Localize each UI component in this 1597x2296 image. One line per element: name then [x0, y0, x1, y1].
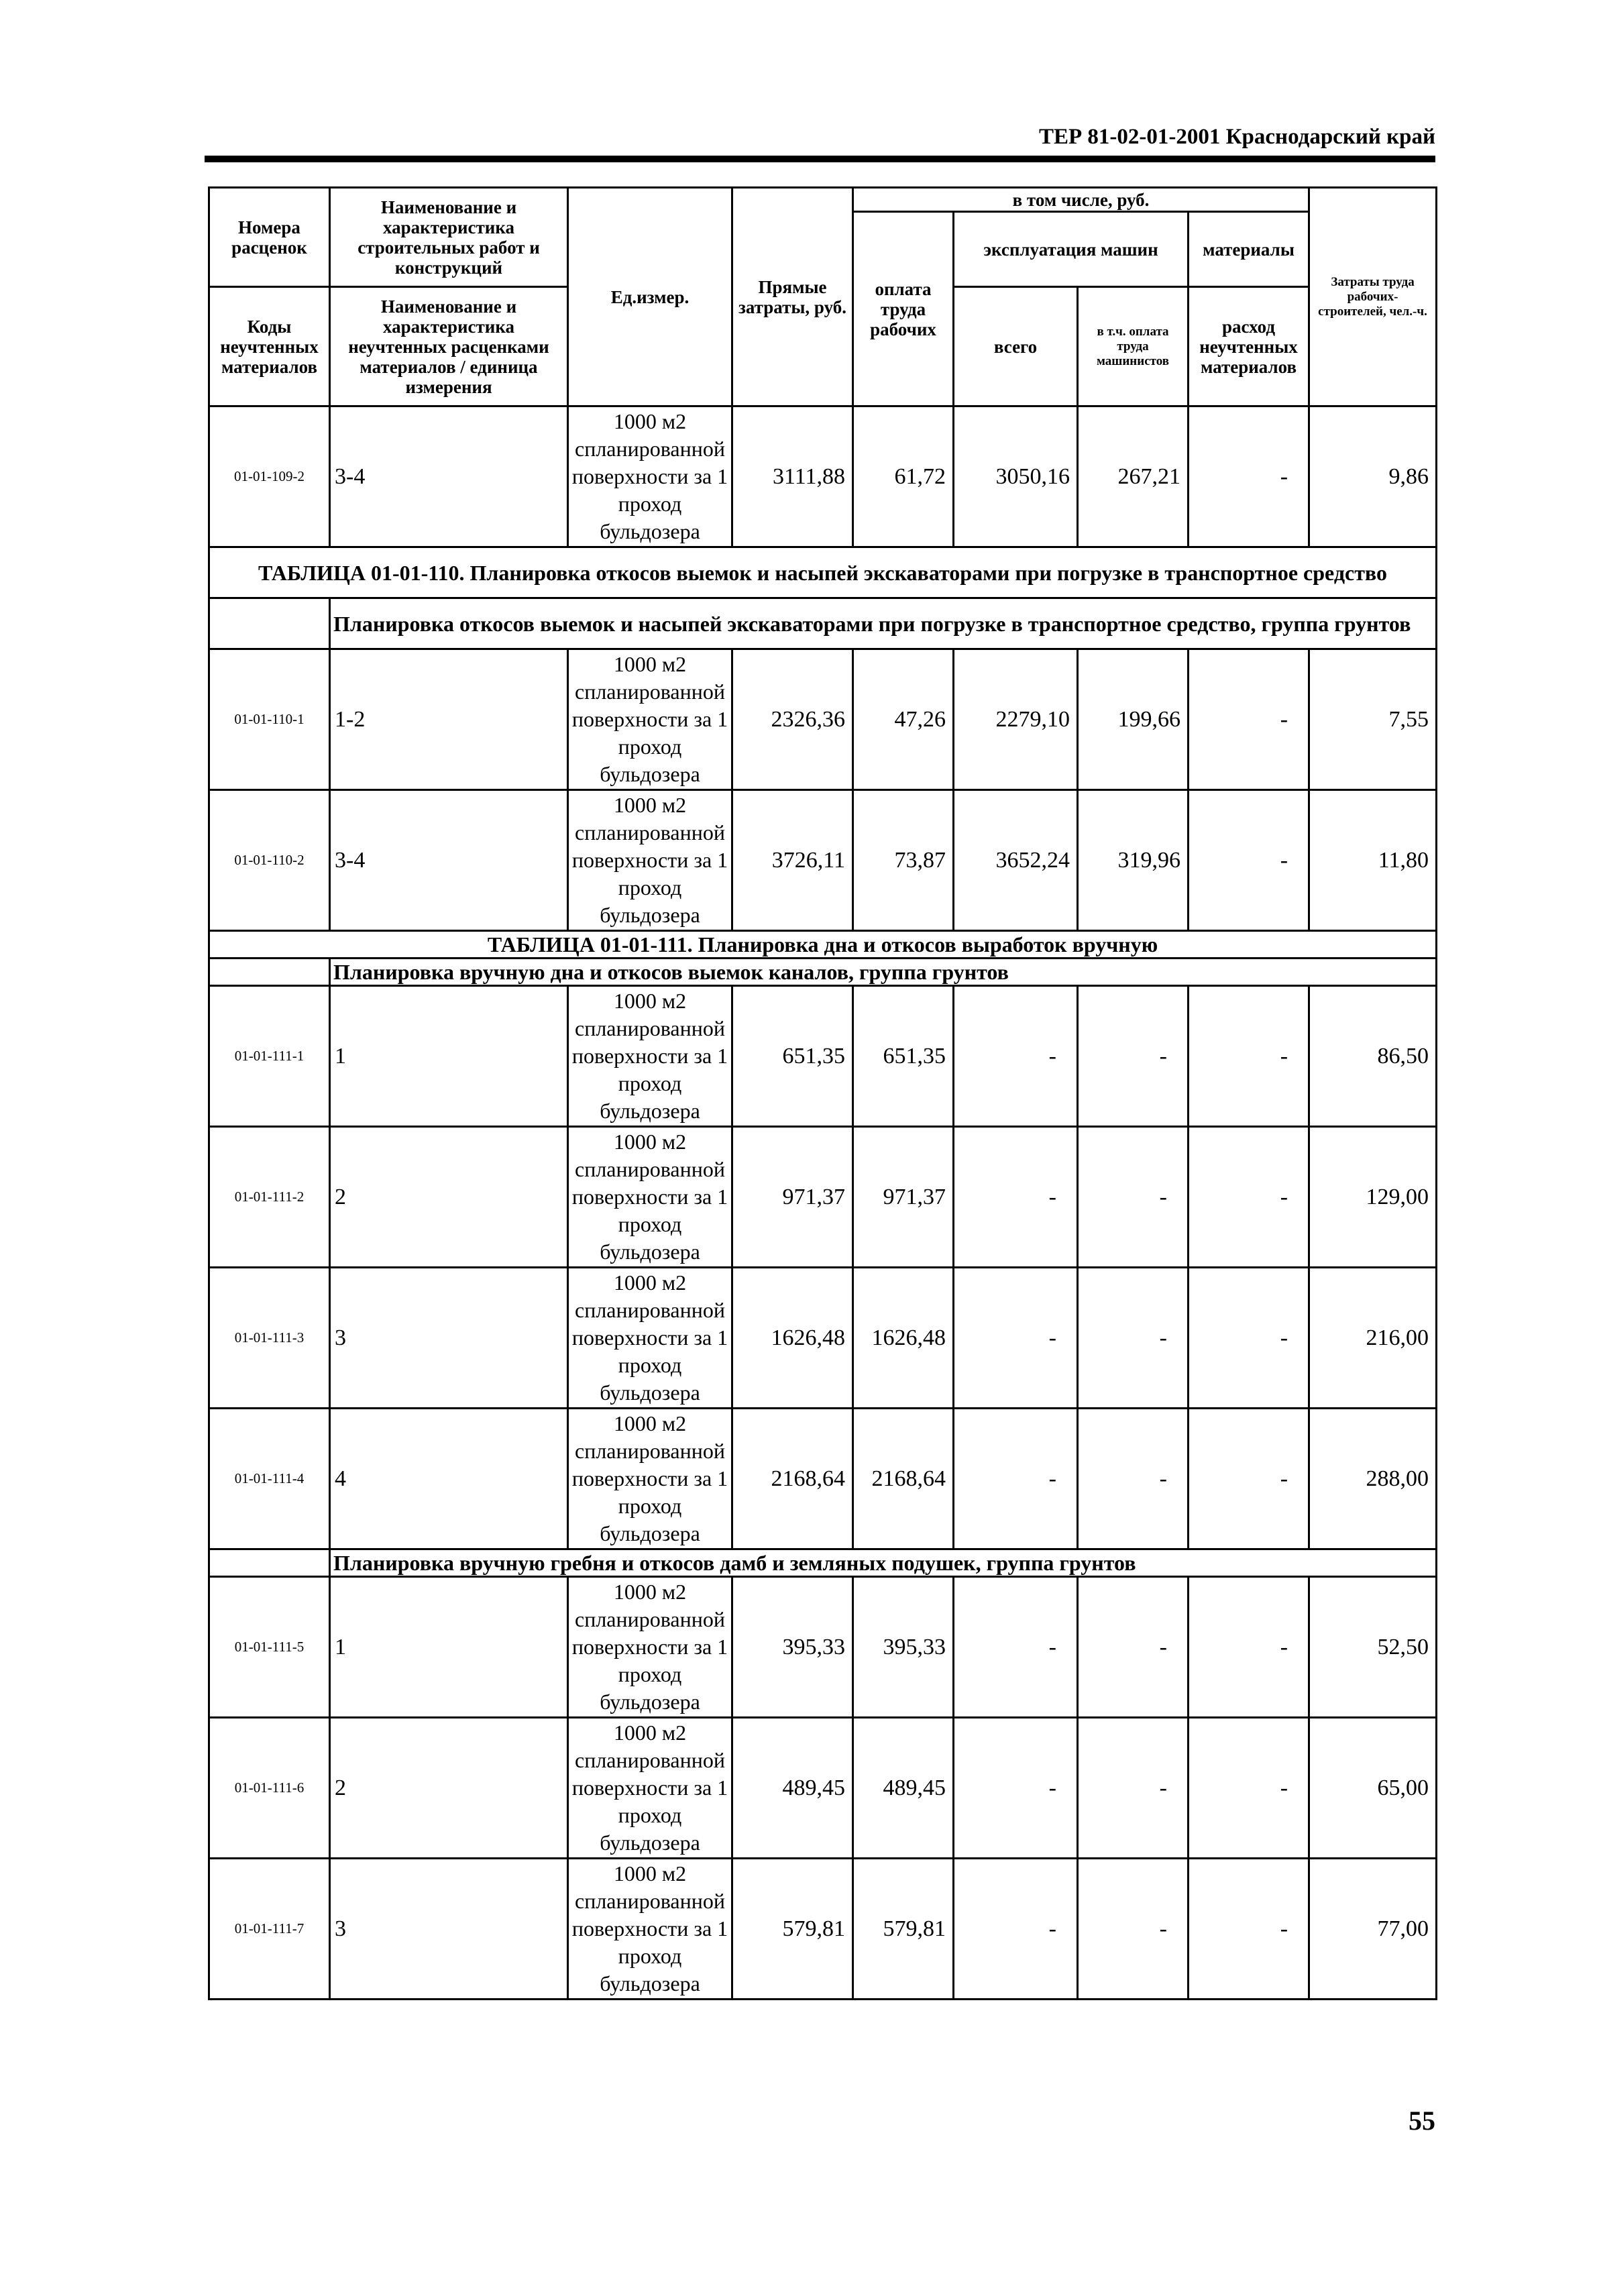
rate-unit: 1000 м2 спланированной поверхности за 1 проход бульдозера — [568, 1718, 732, 1859]
labor-pay: 579,81 — [853, 1859, 954, 2000]
header-code-bottom: Коды неучтенных материалов — [209, 287, 330, 406]
table-row — [209, 406, 1437, 547]
header-labor-cost: Затраты труда рабочих-строителей, чел.-ч. — [1309, 188, 1437, 406]
materials: - — [1189, 649, 1309, 790]
labor-pay: 489,45 — [853, 1718, 954, 1859]
machines-total: 3652,24 — [954, 790, 1078, 931]
group-111a-row — [209, 959, 1437, 986]
machines-operators: - — [1078, 1718, 1189, 1859]
machines-total: - — [954, 1409, 1078, 1549]
machines-operators: 319,96 — [1078, 790, 1189, 931]
direct-cost: 1626,48 — [732, 1268, 853, 1409]
direct-cost: 489,45 — [732, 1718, 853, 1859]
table-111-title: ТАБЛИЦА 01-01-111. Планировка дна и откосов выработок вручную — [209, 931, 1437, 959]
table-111-title-row — [209, 931, 1437, 959]
rate-name: 2 — [330, 1718, 568, 1859]
rate-name: 3 — [330, 1859, 568, 2000]
labor-pay: 47,26 — [853, 649, 954, 790]
table-row — [209, 1268, 1437, 1409]
materials: - — [1189, 790, 1309, 931]
table-row — [209, 649, 1437, 790]
rates-table — [208, 186, 1437, 2000]
header-incl: в том числе, руб. — [853, 188, 1309, 212]
rate-unit: 1000 м2 спланированной поверхности за 1 проход бульдозера — [568, 406, 732, 547]
rate-unit: 1000 м2 спланированной поверхности за 1 проход бульдозера — [568, 790, 732, 931]
labor-pay: 73,87 — [853, 790, 954, 931]
labor-hours: 216,00 — [1309, 1268, 1437, 1409]
header-materials-unaccounted: расход неучтенных материалов — [1189, 287, 1309, 406]
labor-hours: 7,55 — [1309, 649, 1437, 790]
machines-total: - — [954, 1268, 1078, 1409]
materials: - — [1189, 1859, 1309, 2000]
machines-operators: - — [1078, 986, 1189, 1127]
rate-code: 01-01-111-3 — [209, 1268, 330, 1409]
labor-pay: 61,72 — [853, 406, 954, 547]
direct-cost: 2326,36 — [732, 649, 853, 790]
group-111a: Планировка вручную дна и откосов выемок каналов, группа грунтов — [330, 959, 1437, 986]
materials: - — [1189, 1127, 1309, 1268]
machines-total: - — [954, 1718, 1078, 1859]
rate-name: 1 — [330, 986, 568, 1127]
rate-code: 01-01-111-2 — [209, 1127, 330, 1268]
header-machines: эксплуатация машин — [954, 212, 1189, 287]
direct-cost: 651,35 — [732, 986, 853, 1127]
labor-pay: 395,33 — [853, 1577, 954, 1718]
header-name-bottom: Наименование и характеристика неучтенных расценками материалов / единица измерения — [330, 287, 568, 406]
rate-unit: 1000 м2 спланированной поверхности за 1 проход бульдозера — [568, 1577, 732, 1718]
table-row — [209, 1577, 1437, 1718]
machines-total: - — [954, 986, 1078, 1127]
rate-unit: 1000 м2 спланированной поверхности за 1 проход бульдозера — [568, 986, 732, 1127]
labor-hours: 288,00 — [1309, 1409, 1437, 1549]
labor-pay: 1626,48 — [853, 1268, 954, 1409]
header-machines-total: всего — [954, 287, 1078, 406]
table-row — [209, 1859, 1437, 2000]
table-head — [209, 188, 1437, 406]
machines-operators: - — [1078, 1409, 1189, 1549]
labor-pay: 651,35 — [853, 986, 954, 1127]
header-labor-pay: оплата труда рабочих — [853, 212, 954, 406]
machines-total: 2279,10 — [954, 649, 1078, 790]
machines-operators: - — [1078, 1127, 1189, 1268]
header-name-top: Наименование и характеристика строительных работ и конструкций — [330, 188, 568, 287]
machines-total: 3050,16 — [954, 406, 1078, 547]
materials: - — [1189, 1718, 1309, 1859]
labor-hours: 65,00 — [1309, 1718, 1437, 1859]
machines-total: - — [954, 1859, 1078, 2000]
direct-cost: 395,33 — [732, 1577, 853, 1718]
header-materials: материалы — [1189, 212, 1309, 287]
direct-cost: 2168,64 — [732, 1409, 853, 1549]
table-110-title: ТАБЛИЦА 01-01-110. Планировка откосов выемок и насыпей экскаваторами при погрузке в транспортное средство — [209, 547, 1437, 598]
header-machines-operators: в т.ч. оплата труда машинистов — [1078, 287, 1189, 406]
labor-hours: 86,50 — [1309, 986, 1437, 1127]
rate-code: 01-01-111-1 — [209, 986, 330, 1127]
table-110-title-row — [209, 547, 1437, 598]
rate-name: 4 — [330, 1409, 568, 1549]
rate-name: 3-4 — [330, 790, 568, 931]
rate-code: 01-01-111-5 — [209, 1577, 330, 1718]
materials: - — [1189, 1577, 1309, 1718]
materials: - — [1189, 986, 1309, 1127]
rate-code: 01-01-110-1 — [209, 649, 330, 790]
rate-code: 01-01-111-7 — [209, 1859, 330, 2000]
header-rule — [205, 156, 1435, 162]
group-111b-row — [209, 1549, 1437, 1577]
page-number: 55 — [1409, 2106, 1435, 2136]
materials: - — [1189, 406, 1309, 547]
header-unit: Ед.измер. — [568, 188, 732, 406]
rate-name: 1 — [330, 1577, 568, 1718]
labor-hours: 11,80 — [1309, 790, 1437, 931]
rate-code: 01-01-111-6 — [209, 1718, 330, 1859]
page-header: ТЕР 81-02-01-2001 Краснодарский край — [1038, 125, 1435, 149]
group-110: Планировка откосов выемок и насыпей экскаваторами при погрузке в транспортное средство, группа грунтов — [330, 598, 1437, 649]
group-110-row — [209, 598, 1437, 649]
rate-unit: 1000 м2 спланированной поверхности за 1 проход бульдозера — [568, 649, 732, 790]
direct-cost: 3111,88 — [732, 406, 853, 547]
machines-operators: - — [1078, 1577, 1189, 1718]
rate-name: 3-4 — [330, 406, 568, 547]
rate-code: 01-01-110-2 — [209, 790, 330, 931]
machines-operators: 267,21 — [1078, 406, 1189, 547]
rate-name: 3 — [330, 1268, 568, 1409]
labor-hours: 77,00 — [1309, 1859, 1437, 2000]
labor-pay: 2168,64 — [853, 1409, 954, 1549]
direct-cost: 579,81 — [732, 1859, 853, 2000]
direct-cost: 971,37 — [732, 1127, 853, 1268]
machines-operators: - — [1078, 1859, 1189, 2000]
rate-code: 01-01-109-2 — [209, 406, 330, 547]
table-row — [209, 986, 1437, 1127]
labor-pay: 971,37 — [853, 1127, 954, 1268]
labor-hours: 129,00 — [1309, 1127, 1437, 1268]
table-row — [209, 1127, 1437, 1268]
direct-cost: 3726,11 — [732, 790, 853, 931]
materials: - — [1189, 1268, 1309, 1409]
table-row — [209, 790, 1437, 931]
group-111b: Планировка вручную гребня и откосов дамб и земляных подушек, группа грунтов — [330, 1549, 1437, 1577]
materials: - — [1189, 1409, 1309, 1549]
labor-hours: 9,86 — [1309, 406, 1437, 547]
rate-name: 1-2 — [330, 649, 568, 790]
rate-unit: 1000 м2 спланированной поверхности за 1 проход бульдозера — [568, 1409, 732, 1549]
machines-operators: 199,66 — [1078, 649, 1189, 790]
header-direct: Прямые затраты, руб. — [732, 188, 853, 406]
machines-total: - — [954, 1127, 1078, 1268]
table-row — [209, 1718, 1437, 1859]
rate-unit: 1000 м2 спланированной поверхности за 1 проход бульдозера — [568, 1859, 732, 2000]
machines-total: - — [954, 1577, 1078, 1718]
rate-name: 2 — [330, 1127, 568, 1268]
header-code-top: Номера расценок — [209, 188, 330, 287]
labor-hours: 52,50 — [1309, 1577, 1437, 1718]
table-row — [209, 1409, 1437, 1549]
rate-unit: 1000 м2 спланированной поверхности за 1 проход бульдозера — [568, 1127, 732, 1268]
rate-unit: 1000 м2 спланированной поверхности за 1 проход бульдозера — [568, 1268, 732, 1409]
machines-operators: - — [1078, 1268, 1189, 1409]
rate-code: 01-01-111-4 — [209, 1409, 330, 1549]
